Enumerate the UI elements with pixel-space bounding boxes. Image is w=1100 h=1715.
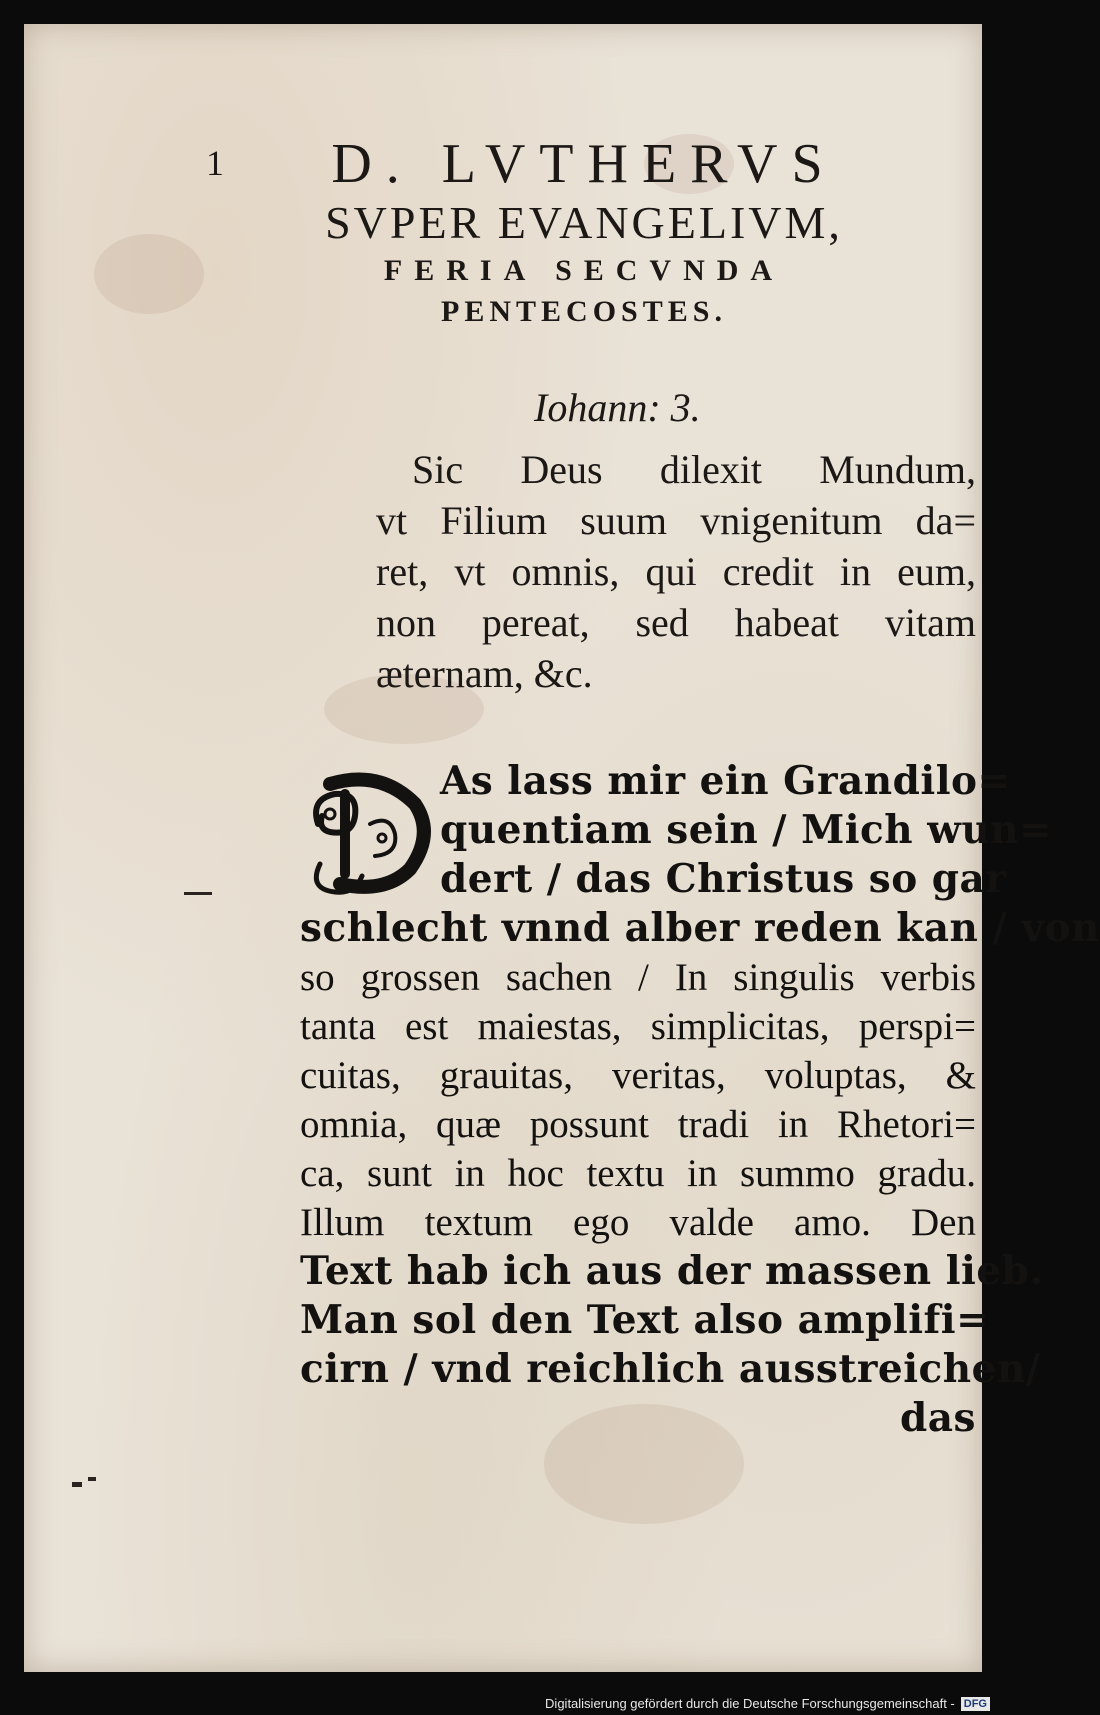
title-line-4: PENTECOSTES. [441,295,727,328]
scripture-reference: Iohann: 3. [534,385,701,430]
body-line: cirn / vnd reichlich ausstreichen/ [300,1346,1041,1392]
verse-line: vt Filium suum vnigenitum da= [376,498,976,543]
catchword: das [900,1395,976,1441]
title-line-3: FERIA SECVNDA [383,254,785,287]
verse-line: Sic Deus dilexit Mundum, [412,447,976,492]
body-line: Man sol den Text also amplifi= [300,1297,990,1343]
title-line-2: SVPER EVANGELIVM, [325,197,843,248]
book-page [24,24,1100,1672]
title-line-1: D. LVTHERVS [331,133,837,195]
body-line: Illum textum ego valde amo. Den [300,1201,976,1244]
body-line: cuitas, grauitas, veritas, voluptas, & [300,1054,976,1097]
body-line: ca, sunt in hoc textu in summo gradu. [300,1152,976,1195]
scripture-verse [376,444,976,699]
verse-line: non pereat, sed habeat vitam [376,600,976,645]
paper-stain [94,234,204,314]
body-line: quentiam sein / Mich wun= [440,807,1053,853]
body-line: omnia, quæ possunt tradi in Rhetori= [300,1103,976,1146]
digitization-footer [545,1696,990,1711]
body-line: Text hab ich aus der massen lieb. [300,1248,1044,1294]
body-line: As lass mir ein Grandilo= [440,758,1011,804]
body-line: so grossen sachen / In singulis verbis [300,956,976,999]
verse-line: ret, vt omnis, qui credit in eum, [376,549,976,594]
dropcap-letter: D [368,859,369,860]
margin-speck [72,1482,82,1487]
body-line: tanta est maiestas, simplicitas, perspi= [300,1005,976,1048]
verse-line: æternam, &c. [376,651,593,696]
margin-dash [184,892,212,895]
page-title [274,132,894,332]
margin-speck [88,1477,96,1481]
body-text [300,757,1100,1443]
page-number: 1 [206,143,224,183]
dfg-logo-icon: DFG [961,1697,990,1711]
body-line: dert / das Christus so gar [440,856,1007,902]
body-line: schlecht vnnd alber reden kan / von [300,905,1100,951]
footer-text: Digitalisierung gefördert durch die Deutsche Forschungsgemeinschaft - [545,1696,955,1711]
